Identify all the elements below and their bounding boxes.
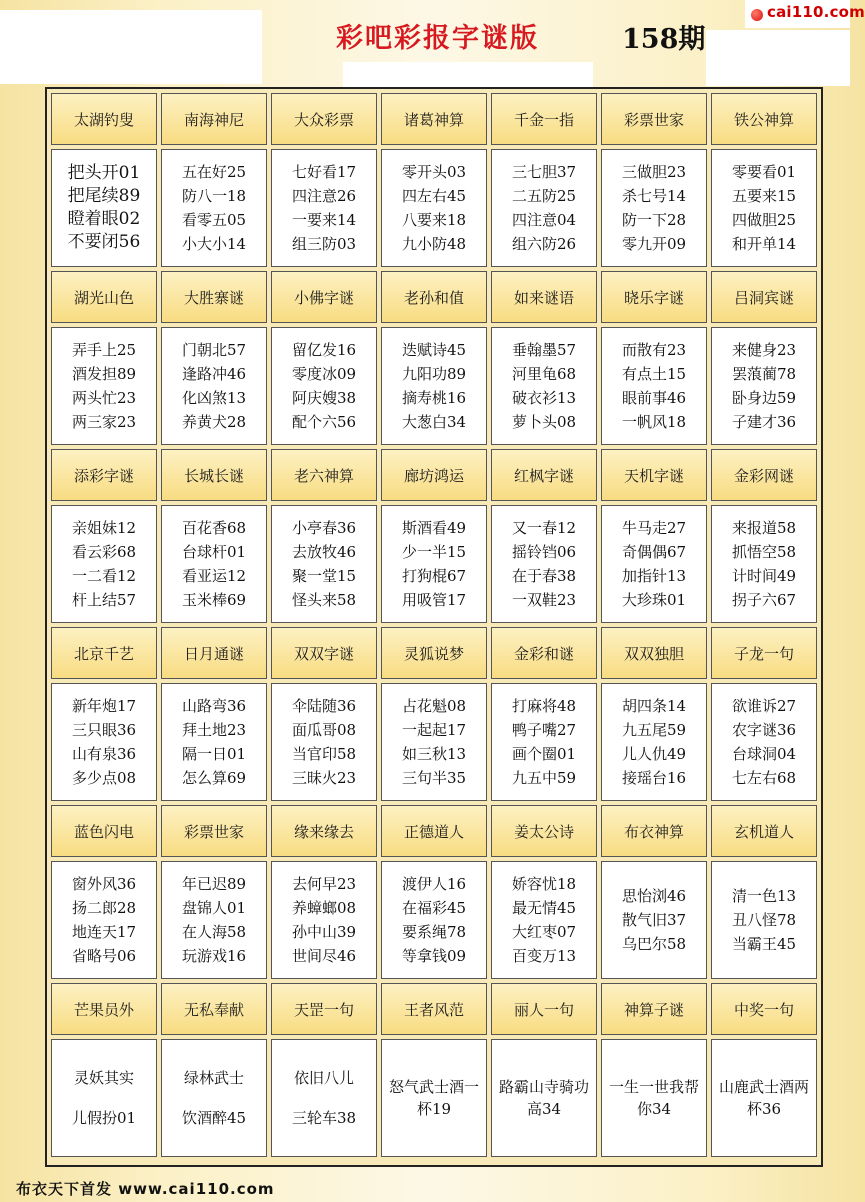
riddle-line: 画个圈01 (511, 745, 577, 763)
riddle-line: 逢路冲46 (181, 365, 247, 383)
riddle-line: 四左右45 (401, 187, 467, 205)
riddle-line: 打麻将48 (511, 697, 577, 715)
column-header: 天罡一句 (271, 983, 377, 1035)
riddle-line: 小亭春36 (291, 519, 357, 537)
riddle-line: 罢蒗蔺78 (731, 365, 797, 383)
riddle-line: 年已迟89 (181, 875, 247, 893)
riddle-line: 地连天17 (71, 923, 137, 941)
riddle-cell (381, 683, 487, 801)
column-header: 无私奉献 (161, 983, 267, 1035)
riddle-cell (491, 1039, 597, 1157)
riddle-line: 弄手上25 (71, 341, 137, 359)
riddle-line: 等拿钱09 (401, 947, 467, 965)
riddle-cell (271, 683, 377, 801)
column-header: 晓乐字谜 (601, 271, 707, 323)
riddle-line: 七左右68 (731, 769, 797, 787)
riddle-line: 儿人仇49 (621, 745, 687, 763)
riddle-line: 看零五05 (181, 211, 247, 229)
riddle-line: 山路弯36 (181, 697, 247, 715)
riddle-line: 瞪着眼02 (67, 209, 141, 229)
riddle-cell (491, 149, 597, 267)
column-header: 布衣神算 (601, 805, 707, 857)
riddle-line: 怒气武士酒一杯19 (388, 1078, 479, 1118)
riddle-cell (271, 149, 377, 267)
footer-credit: 布衣天下首发 www.cai110.com (16, 1180, 275, 1198)
riddle-line: 一起起17 (401, 721, 467, 739)
riddle-line: 饮酒醉45 (181, 1109, 247, 1127)
riddle-line: 和开单14 (731, 235, 797, 253)
riddle-cell (161, 327, 267, 445)
column-header: 天机字谜 (601, 449, 707, 501)
column-header: 王者风范 (381, 983, 487, 1035)
riddle-cell (601, 1039, 707, 1157)
riddle-line: 娇容忧18 (511, 875, 577, 893)
column-header: 中奖一句 (711, 983, 817, 1035)
riddle-line: 防一下28 (621, 211, 687, 229)
riddle-line: 在人海58 (181, 923, 247, 941)
riddle-line: 眼前事46 (621, 389, 687, 407)
column-header: 北京千艺 (51, 627, 157, 679)
column-header: 姜太公诗 (491, 805, 597, 857)
riddle-line: 组六防26 (511, 235, 577, 253)
blank-area-right (706, 30, 850, 86)
riddle-cell (271, 505, 377, 623)
riddle-line: 八要来18 (401, 211, 467, 229)
site-logo (745, 0, 865, 28)
riddle-line: 绿林武士 (183, 1069, 244, 1087)
riddle-line: 三轮车38 (291, 1109, 357, 1127)
riddle-cell (161, 683, 267, 801)
riddle-cell (161, 1039, 267, 1157)
riddle-line: 伞陆随36 (291, 697, 357, 715)
riddle-line: 萝卜头08 (511, 413, 577, 431)
riddle-line: 三做胆23 (621, 163, 687, 181)
riddle-line: 台球杆01 (181, 543, 247, 561)
column-header: 大众彩票 (271, 93, 377, 145)
riddle-cell (711, 327, 817, 445)
column-header: 千金一指 (491, 93, 597, 145)
riddle-line: 占花魁08 (401, 697, 467, 715)
riddle-line: 怪头来58 (291, 591, 357, 609)
riddle-line: 儿假扮01 (71, 1109, 137, 1127)
column-header: 神算子谜 (601, 983, 707, 1035)
riddle-line: 防八一18 (181, 187, 247, 205)
riddle-line: 奇偶偶67 (621, 543, 687, 561)
riddle-line: 怎么算69 (181, 769, 247, 787)
riddle-cell (271, 861, 377, 979)
column-header: 金彩和谜 (491, 627, 597, 679)
column-header: 蓝色闪电 (51, 805, 157, 857)
riddle-line: 最无情45 (511, 899, 577, 917)
riddle-line: 配个六56 (291, 413, 357, 431)
riddle-line: 多少点08 (71, 769, 137, 787)
logo-mark-icon (751, 9, 763, 21)
riddle-line: 四注意04 (511, 211, 577, 229)
riddle-line: 面瓜哥08 (291, 721, 357, 739)
column-header: 南海神尼 (161, 93, 267, 145)
riddle-line: 又一春12 (511, 519, 577, 537)
riddle-cell (491, 683, 597, 801)
riddle-line: 零要看01 (731, 163, 797, 181)
riddle-line: 加指针13 (621, 567, 687, 585)
riddle-line: 有点土15 (621, 365, 687, 383)
riddle-grid (51, 93, 817, 1161)
riddle-line: 当官印58 (291, 745, 357, 763)
riddle-line: 大珍珠01 (621, 591, 687, 609)
riddle-line: 五要来15 (731, 187, 797, 205)
riddle-line: 盘锦人01 (181, 899, 247, 917)
riddle-line: 九小防48 (401, 235, 467, 253)
column-header: 廊坊鸿运 (381, 449, 487, 501)
column-header: 彩票世家 (601, 93, 707, 145)
riddle-line: 零开头03 (401, 163, 467, 181)
riddle-line: 山有泉36 (71, 745, 137, 763)
riddle-line: 少一半15 (401, 543, 467, 561)
riddle-cell (51, 861, 157, 979)
page-title: 彩吧彩报字谜版 (336, 23, 539, 54)
riddle-cell (161, 505, 267, 623)
riddle-line: 玩游戏16 (181, 947, 247, 965)
column-header: 吕洞宾谜 (711, 271, 817, 323)
riddle-cell (51, 505, 157, 623)
riddle-line: 酒发担89 (71, 365, 137, 383)
site-logo-text: cai110.com (767, 3, 865, 21)
riddle-line: 丑八怪78 (731, 911, 797, 929)
column-header: 湖光山色 (51, 271, 157, 323)
riddle-cell (711, 861, 817, 979)
column-header: 日月通谜 (161, 627, 267, 679)
riddle-cell (711, 505, 817, 623)
riddle-line: 省略号06 (71, 947, 137, 965)
riddle-line: 两三家23 (71, 413, 137, 431)
riddle-line: 清一色13 (731, 887, 797, 905)
riddle-line: 在于春38 (511, 567, 577, 585)
riddle-line: 牛马走27 (621, 519, 687, 537)
column-header: 丽人一句 (491, 983, 597, 1035)
riddle-line: 来报道58 (731, 519, 797, 537)
riddle-line: 化凶煞13 (181, 389, 247, 407)
riddle-line: 阿庆嫂38 (291, 389, 357, 407)
riddle-line: 农字谜36 (731, 721, 797, 739)
riddle-line: 拐子六67 (731, 591, 797, 609)
riddle-cell (711, 683, 817, 801)
riddle-line: 门朝北57 (181, 341, 247, 359)
riddle-cell (381, 505, 487, 623)
column-header: 双双字谜 (271, 627, 377, 679)
riddle-line: 窗外风36 (71, 875, 137, 893)
riddle-line: 在福彩45 (401, 899, 467, 917)
riddle-line: 而散有23 (621, 341, 687, 359)
riddle-cell (601, 149, 707, 267)
riddle-cell (51, 1039, 157, 1157)
riddle-line: 灵妖其实 (73, 1069, 134, 1087)
riddle-line: 三昧火23 (291, 769, 357, 787)
riddle-line: 世间尽46 (291, 947, 357, 965)
riddle-cell (491, 861, 597, 979)
column-header: 缘来缘去 (271, 805, 377, 857)
riddle-line: 零度冰09 (291, 365, 357, 383)
riddle-line: 破衣衫13 (511, 389, 577, 407)
riddle-cell (381, 327, 487, 445)
riddle-line: 渡伊人16 (401, 875, 467, 893)
riddle-cell (271, 1039, 377, 1157)
riddle-cell (51, 327, 157, 445)
riddle-line: 四注意26 (291, 187, 357, 205)
riddle-table (45, 87, 823, 1167)
riddle-line: 计时间49 (731, 567, 797, 585)
riddle-line: 用吸管17 (401, 591, 467, 609)
riddle-line: 大葱白34 (401, 413, 467, 431)
riddle-line: 聚一堂15 (291, 567, 357, 585)
riddle-line: 去放牧46 (291, 543, 357, 561)
riddle-cell (601, 327, 707, 445)
column-header: 太湖钓叟 (51, 93, 157, 145)
riddle-line: 一生一世我帮你34 (608, 1078, 699, 1118)
riddle-line: 零九开09 (621, 235, 687, 253)
riddle-line: 九五尾59 (621, 721, 687, 739)
column-header: 老孙和值 (381, 271, 487, 323)
riddle-line: 看云彩68 (71, 543, 137, 561)
column-header: 诸葛神算 (381, 93, 487, 145)
riddle-line: 胡四条14 (621, 697, 687, 715)
riddle-line: 抓悟空58 (731, 543, 797, 561)
column-header: 长城长谜 (161, 449, 267, 501)
riddle-line: 接瑶台16 (621, 769, 687, 787)
riddle-line: 卧身边59 (731, 389, 797, 407)
column-header: 双双独胆 (601, 627, 707, 679)
riddle-line: 思怡浏46 (621, 887, 687, 905)
riddle-cell (381, 149, 487, 267)
riddle-cell (601, 683, 707, 801)
riddle-line: 来健身23 (731, 341, 797, 359)
column-header: 灵狐说梦 (381, 627, 487, 679)
blank-area-center (343, 62, 593, 88)
riddle-line: 当霸王45 (731, 935, 797, 953)
riddle-cell (601, 861, 707, 979)
riddle-line: 要系绳78 (401, 923, 467, 941)
riddle-line: 斯酒看49 (401, 519, 467, 537)
riddle-line: 三七胆37 (511, 163, 577, 181)
riddle-line: 三只眼36 (71, 721, 137, 739)
riddle-cell (161, 861, 267, 979)
column-header: 添彩字谜 (51, 449, 157, 501)
riddle-line: 依旧八儿 (293, 1069, 354, 1087)
riddle-line: 不要闭56 (67, 232, 141, 252)
riddle-cell (711, 149, 817, 267)
riddle-cell (381, 1039, 487, 1157)
column-header: 铁公神算 (711, 93, 817, 145)
riddle-line: 杀七号14 (621, 187, 687, 205)
riddle-line: 一二看12 (71, 567, 137, 585)
column-header: 如来谜语 (491, 271, 597, 323)
riddle-line: 如三秋13 (401, 745, 467, 763)
riddle-line: 鸭子嘴27 (511, 721, 577, 739)
riddle-line: 百花香68 (181, 519, 247, 537)
riddle-cell (601, 505, 707, 623)
riddle-line: 一双鞋23 (511, 591, 577, 609)
riddle-line: 欲谁诉27 (731, 697, 797, 715)
riddle-line: 一要来14 (291, 211, 357, 229)
column-header: 芒果员外 (51, 983, 157, 1035)
column-header: 小佛字谜 (271, 271, 377, 323)
riddle-cell (271, 327, 377, 445)
riddle-line: 五在好25 (181, 163, 247, 181)
riddle-line: 迭赋诗45 (401, 341, 467, 359)
riddle-line: 新年炮17 (71, 697, 137, 715)
riddle-line: 九五中59 (511, 769, 577, 787)
riddle-cell (491, 327, 597, 445)
column-header: 老六神算 (271, 449, 377, 501)
riddle-line: 摇铃铛06 (511, 543, 577, 561)
riddle-line: 养黄犬28 (181, 413, 247, 431)
riddle-line: 养蟑螂08 (291, 899, 357, 917)
column-header: 红枫字谜 (491, 449, 597, 501)
riddle-line: 去何早23 (291, 875, 357, 893)
riddle-line: 把头开01 (67, 163, 141, 183)
riddle-line: 孙中山39 (291, 923, 357, 941)
riddle-line: 路霸山寺骑功高34 (498, 1078, 589, 1118)
issue-number: 158期 (622, 24, 706, 55)
blank-area-left (0, 10, 262, 84)
riddle-line: 打狗棍67 (401, 567, 467, 585)
column-header: 玄机道人 (711, 805, 817, 857)
riddle-line: 垂翰墨57 (511, 341, 577, 359)
riddle-cell (161, 149, 267, 267)
riddle-line: 杆上结57 (71, 591, 137, 609)
column-header: 大胜寨谜 (161, 271, 267, 323)
riddle-line: 子建才36 (731, 413, 797, 431)
riddle-line: 七好看17 (291, 163, 357, 181)
riddle-line: 一帆风18 (621, 413, 687, 431)
riddle-line: 九阳功89 (401, 365, 467, 383)
riddle-line: 大红枣07 (511, 923, 577, 941)
riddle-line: 隔一日01 (181, 745, 247, 763)
riddle-line: 看亚运12 (181, 567, 247, 585)
column-header: 正德道人 (381, 805, 487, 857)
riddle-line: 拜土地23 (181, 721, 247, 739)
riddle-line: 河里龟68 (511, 365, 577, 383)
riddle-line: 三句半35 (401, 769, 467, 787)
column-header: 子龙一句 (711, 627, 817, 679)
riddle-line: 四做胆25 (731, 211, 797, 229)
riddle-line: 山鹿武士酒两杯36 (718, 1078, 809, 1118)
column-header: 彩票世家 (161, 805, 267, 857)
riddle-line: 玉米棒69 (181, 591, 247, 609)
riddle-line: 组三防03 (291, 235, 357, 253)
riddle-line: 把尾续89 (67, 186, 141, 206)
riddle-cell (51, 149, 157, 267)
riddle-cell (381, 861, 487, 979)
riddle-line: 扬二郎28 (71, 899, 137, 917)
riddle-line: 留亿发16 (291, 341, 357, 359)
riddle-line: 百变万13 (511, 947, 577, 965)
riddle-cell (51, 683, 157, 801)
column-header: 金彩网谜 (711, 449, 817, 501)
riddle-line: 亲姐妹12 (71, 519, 137, 537)
riddle-line: 台球洞04 (731, 745, 797, 763)
riddle-line: 二五防25 (511, 187, 577, 205)
riddle-line: 散气旧37 (621, 911, 687, 929)
riddle-cell (491, 505, 597, 623)
riddle-line: 摘寿桃16 (401, 389, 467, 407)
riddle-cell (711, 1039, 817, 1157)
riddle-line: 两头忙23 (71, 389, 137, 407)
riddle-line: 小大小14 (181, 235, 247, 253)
riddle-line: 乌巴尔58 (621, 935, 687, 953)
